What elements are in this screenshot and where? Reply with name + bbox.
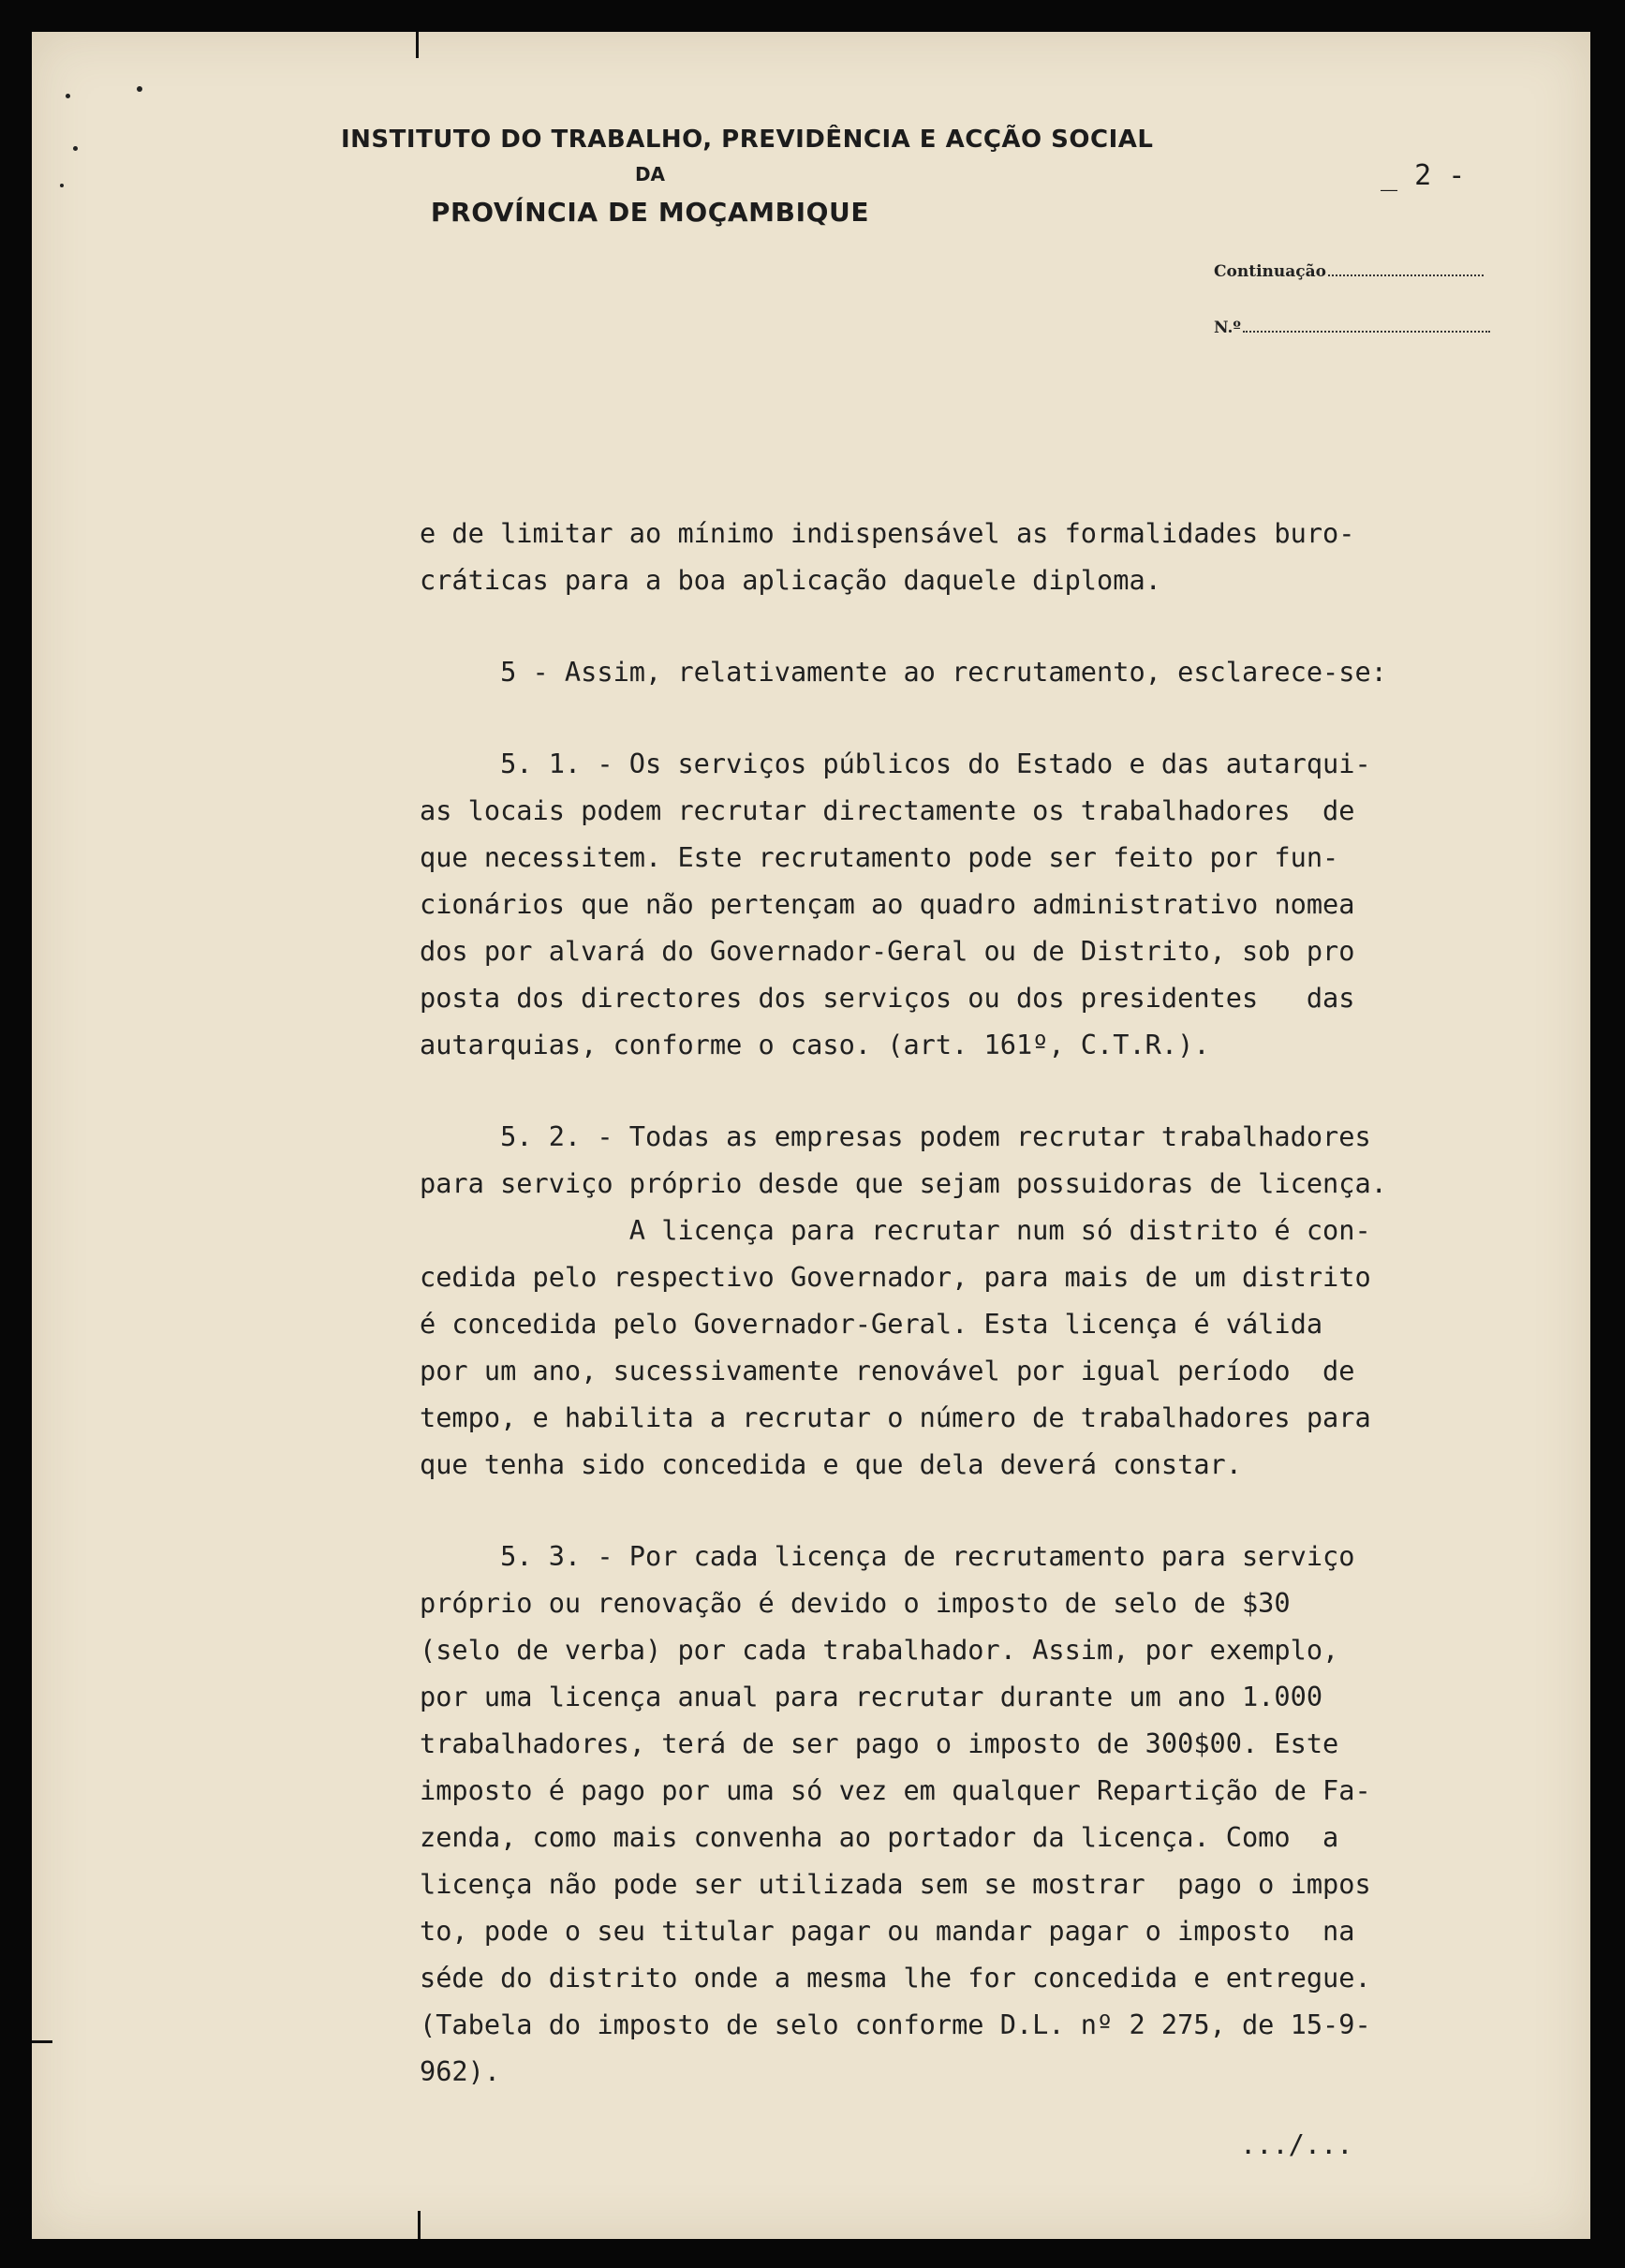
numero-field — [1214, 319, 1490, 337]
text-line: autarquias, conforme o caso. (art. 161º, C.T.R.). — [420, 1029, 1210, 1060]
punch-speck — [66, 94, 70, 98]
province-title: PROVÍNCIA DE MOÇAMBIQUE — [430, 197, 870, 228]
text-line: cionários que não pertençam ao quadro administrativo nomea — [420, 888, 1355, 920]
text-line: 962). — [420, 2055, 501, 2087]
text-line: próprio ou renovação é devido o imposto de selo de $30 — [420, 1587, 1291, 1619]
text-line: tempo, e habilita a recrutar o número de trabalhadores para — [420, 1401, 1371, 1433]
left-edge-tick — [32, 2040, 52, 2043]
continuation-mark: .../... — [1240, 2128, 1353, 2160]
paragraph-gap — [420, 1068, 1572, 1113]
page-number: _ 2 - — [1381, 159, 1466, 192]
paragraph-gap — [420, 695, 1572, 740]
text-line: A licença para recrutar num só distrito é con- — [420, 1214, 1371, 1246]
text-line: as locais podem recrutar directamente os trabalhadores de — [420, 794, 1355, 826]
punch-speck — [60, 184, 64, 187]
top-edge-tick — [416, 32, 419, 58]
institution-title: INSTITUTO DO TRABALHO, PREVIDÊNCIA E ACÇÃO SOCIAL — [341, 126, 1154, 154]
text-line: trabalhadores, terá de ser pago o imposto de 300$00. Este — [420, 1727, 1339, 1759]
text-line: séde do distrito onde a mesma lhe for concedida e entregue. — [420, 1962, 1371, 1994]
text-line: por uma licença anual para recrutar durante um ano 1.000 — [420, 1681, 1323, 1712]
continuacao-field — [1214, 262, 1484, 281]
numero-dotted-line — [1243, 331, 1490, 333]
text-line: zenda, como mais convenha ao portador da licença. Como a — [420, 1821, 1339, 1853]
text-line: que necessitem. Este recrutamento pode ser feito por fun- — [420, 841, 1339, 873]
text-line: 5. 3. - Por cada licença de recrutamento para serviço — [420, 1540, 1355, 1572]
text-line: (Tabela do imposto de selo conforme D.L. nº 2 275, de 15-9- — [420, 2009, 1371, 2040]
text-line: posta dos directores dos serviços ou dos presidentes das — [420, 982, 1355, 1014]
institution-connector: DA — [634, 163, 666, 185]
bottom-edge-tick — [418, 2211, 421, 2239]
text-line: é concedida pelo Governador-Geral. Esta licença é válida — [420, 1308, 1323, 1340]
text-line: que tenha sido concedida e que dela deverá constar. — [420, 1448, 1242, 1480]
document-page — [32, 32, 1590, 2239]
text-line: para serviço próprio desde que sejam possuidoras de licença. — [420, 1167, 1387, 1199]
text-line: cráticas para a boa aplicação daquele diploma. — [420, 564, 1161, 596]
text-line: dos por alvará do Governador-Geral ou de Distrito, sob pro — [420, 935, 1355, 967]
text-line: e de limitar ao mínimo indispensável as formalidades buro- — [420, 517, 1355, 549]
numero-label: N.º — [1214, 319, 1241, 337]
text-line: to, pode o seu titular pagar ou mandar pagar o imposto na — [420, 1915, 1355, 1947]
continuacao-dotted-line — [1328, 274, 1484, 276]
text-line: licença não pode ser utilizada sem se mostrar pago o impos — [420, 1868, 1371, 1900]
text-line: imposto é pago por uma só vez em qualquer Repartição de Fa- — [420, 1774, 1371, 1806]
typed-body-text — [420, 510, 1572, 2095]
text-line: (selo de verba) por cada trabalhador. Assim, por exemplo, — [420, 1634, 1339, 1666]
paragraph-gap — [420, 1488, 1572, 1533]
punch-speck — [137, 86, 142, 92]
continuacao-label: Continuação — [1214, 262, 1326, 281]
text-line: 5. 2. - Todas as empresas podem recrutar trabalhadores — [420, 1120, 1371, 1152]
text-line: por um ano, sucessivamente renovável por igual período de — [420, 1355, 1355, 1386]
paragraph-gap — [420, 603, 1572, 648]
punch-speck — [73, 146, 78, 151]
text-line: 5 - Assim, relativamente ao recrutamento, esclarece-se: — [420, 656, 1387, 688]
text-line: 5. 1. - Os serviços públicos do Estado e das autarqui- — [420, 748, 1371, 779]
text-line: cedida pelo respectivo Governador, para mais de um distrito — [420, 1261, 1371, 1293]
